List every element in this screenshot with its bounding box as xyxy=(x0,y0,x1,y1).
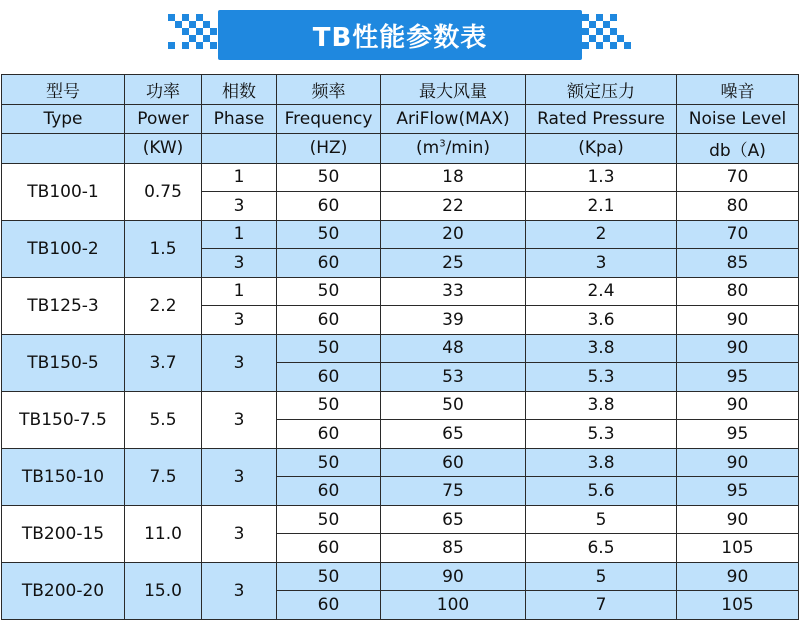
table-row xyxy=(2,334,799,363)
noise-cell: 80 xyxy=(677,192,799,221)
pressure-cell: 3.8 xyxy=(526,448,677,477)
pressure-cell: 5.3 xyxy=(526,420,677,449)
pressure-cell: 5.3 xyxy=(526,363,677,392)
table-row xyxy=(2,391,799,420)
airflow-cell: 85 xyxy=(381,534,526,563)
model-phase-cell: 3 xyxy=(202,562,277,619)
frequency-cell: 60 xyxy=(277,477,381,506)
model-phase-cell: 3 xyxy=(202,306,277,335)
model-phase-cell: 1 xyxy=(202,163,277,192)
header-power-unit: (KW) xyxy=(125,134,202,164)
frequency-cell: 60 xyxy=(277,591,381,620)
model-type-cell: TB100-1 xyxy=(2,163,125,220)
noise-cell: 70 xyxy=(677,220,799,249)
header-power-zh: 功率 xyxy=(125,75,202,105)
model-type-cell: TB200-15 xyxy=(2,505,125,562)
header-phase-unit xyxy=(202,134,277,164)
header-frequency-en: Frequency xyxy=(277,104,381,134)
noise-cell: 105 xyxy=(677,534,799,563)
frequency-cell: 60 xyxy=(277,420,381,449)
airflow-cell: 65 xyxy=(381,420,526,449)
pressure-cell: 6.5 xyxy=(526,534,677,563)
pressure-cell: 5.6 xyxy=(526,477,677,506)
frequency-cell: 50 xyxy=(277,334,381,363)
frequency-cell: 50 xyxy=(277,505,381,534)
model-phase-cell: 3 xyxy=(202,334,277,391)
frequency-cell: 60 xyxy=(277,363,381,392)
model-power-cell: 0.75 xyxy=(125,163,202,220)
model-power-cell: 2.2 xyxy=(125,277,202,334)
table-row xyxy=(2,163,799,192)
airflow-cell: 22 xyxy=(381,192,526,221)
airflow-unit-pre: (m xyxy=(416,138,440,159)
model-phase-cell: 3 xyxy=(202,448,277,505)
pressure-cell: 3.8 xyxy=(526,334,677,363)
header-frequency-zh: 频率 xyxy=(277,75,381,105)
model-type-cell: TB150-7.5 xyxy=(2,391,125,448)
model-type-cell: TB150-5 xyxy=(2,334,125,391)
header-airflow-zh: 最大风量 xyxy=(381,75,526,105)
airflow-cell: 48 xyxy=(381,334,526,363)
header-row-units xyxy=(2,134,799,164)
model-phase-cell: 1 xyxy=(202,277,277,306)
airflow-unit-post: /min) xyxy=(445,138,490,159)
model-power-cell: 5.5 xyxy=(125,391,202,448)
noise-cell: 95 xyxy=(677,420,799,449)
model-power-cell: 15.0 xyxy=(125,562,202,619)
model-power-cell: 7.5 xyxy=(125,448,202,505)
model-phase-cell: 3 xyxy=(202,192,277,221)
frequency-cell: 50 xyxy=(277,220,381,249)
pressure-cell: 1.3 xyxy=(526,163,677,192)
noise-cell: 90 xyxy=(677,448,799,477)
frequency-cell: 60 xyxy=(277,534,381,563)
header-type-unit xyxy=(2,134,125,164)
airflow-cell: 60 xyxy=(381,448,526,477)
page-title: TB性能参数表 xyxy=(312,22,488,53)
frequency-cell: 60 xyxy=(277,192,381,221)
noise-cell: 80 xyxy=(677,277,799,306)
model-power-cell: 3.7 xyxy=(125,334,202,391)
model-power-cell: 11.0 xyxy=(125,505,202,562)
frequency-cell: 60 xyxy=(277,249,381,278)
model-phase-cell: 3 xyxy=(202,249,277,278)
noise-cell: 95 xyxy=(677,363,799,392)
noise-cell: 90 xyxy=(677,334,799,363)
airflow-cell: 90 xyxy=(381,562,526,591)
airflow-unit-sup: 3 xyxy=(439,138,446,150)
airflow-cell: 65 xyxy=(381,505,526,534)
airflow-cell: 53 xyxy=(381,363,526,392)
pressure-cell: 3.6 xyxy=(526,306,677,335)
spec-table xyxy=(1,74,799,620)
noise-cell: 95 xyxy=(677,477,799,506)
header-airflow-unit xyxy=(381,134,526,164)
model-phase-cell: 3 xyxy=(202,505,277,562)
header-power-en: Power xyxy=(125,104,202,134)
header-frequency-unit: (HZ) xyxy=(277,134,381,164)
table-row xyxy=(2,448,799,477)
model-type-cell: TB150-10 xyxy=(2,448,125,505)
model-power-cell: 1.5 xyxy=(125,220,202,277)
model-phase-cell: 1 xyxy=(202,220,277,249)
frequency-cell: 50 xyxy=(277,163,381,192)
frequency-cell: 50 xyxy=(277,448,381,477)
airflow-cell: 100 xyxy=(381,591,526,620)
model-type-cell: TB100-2 xyxy=(2,220,125,277)
airflow-cell: 50 xyxy=(381,391,526,420)
header-row-english xyxy=(2,104,799,134)
header-phase-zh: 相数 xyxy=(202,75,277,105)
header-pressure-zh: 额定压力 xyxy=(526,75,677,105)
table-row xyxy=(2,277,799,306)
airflow-cell: 39 xyxy=(381,306,526,335)
header-type-zh: 型号 xyxy=(2,75,125,105)
airflow-cell: 25 xyxy=(381,249,526,278)
airflow-cell: 33 xyxy=(381,277,526,306)
pressure-cell: 3 xyxy=(526,249,677,278)
header-noise-en: Noise Level xyxy=(677,104,799,134)
pressure-cell: 2.4 xyxy=(526,277,677,306)
noise-cell: 90 xyxy=(677,391,799,420)
noise-cell: 70 xyxy=(677,163,799,192)
header-noise-zh: 噪音 xyxy=(677,75,799,105)
header-pressure-unit: (Kpa) xyxy=(526,134,677,164)
airflow-cell: 75 xyxy=(381,477,526,506)
frequency-cell: 60 xyxy=(277,306,381,335)
table-row xyxy=(2,220,799,249)
title-banner xyxy=(0,0,800,72)
pressure-cell: 2 xyxy=(526,220,677,249)
header-airflow-en: AriFlow(MAX) xyxy=(381,104,526,134)
pressure-cell: 5 xyxy=(526,562,677,591)
noise-cell: 85 xyxy=(677,249,799,278)
noise-cell: 90 xyxy=(677,505,799,534)
table-row xyxy=(2,505,799,534)
noise-cell: 90 xyxy=(677,562,799,591)
frequency-cell: 50 xyxy=(277,562,381,591)
model-type-cell: TB125-3 xyxy=(2,277,125,334)
pressure-cell: 2.1 xyxy=(526,192,677,221)
model-type-cell: TB200-20 xyxy=(2,562,125,619)
airflow-cell: 18 xyxy=(381,163,526,192)
table-row xyxy=(2,562,799,591)
pressure-cell: 7 xyxy=(526,591,677,620)
noise-cell: 105 xyxy=(677,591,799,620)
header-row-chinese xyxy=(2,75,799,105)
model-phase-cell: 3 xyxy=(202,391,277,448)
header-phase-en: Phase xyxy=(202,104,277,134)
frequency-cell: 50 xyxy=(277,391,381,420)
frequency-cell: 50 xyxy=(277,277,381,306)
pressure-cell: 3.8 xyxy=(526,391,677,420)
header-type-en: Type xyxy=(2,104,125,134)
pressure-cell: 5 xyxy=(526,505,677,534)
header-pressure-en: Rated Pressure xyxy=(526,104,677,134)
airflow-cell: 20 xyxy=(381,220,526,249)
header-noise-unit: db（A) xyxy=(677,134,799,164)
noise-cell: 90 xyxy=(677,306,799,335)
